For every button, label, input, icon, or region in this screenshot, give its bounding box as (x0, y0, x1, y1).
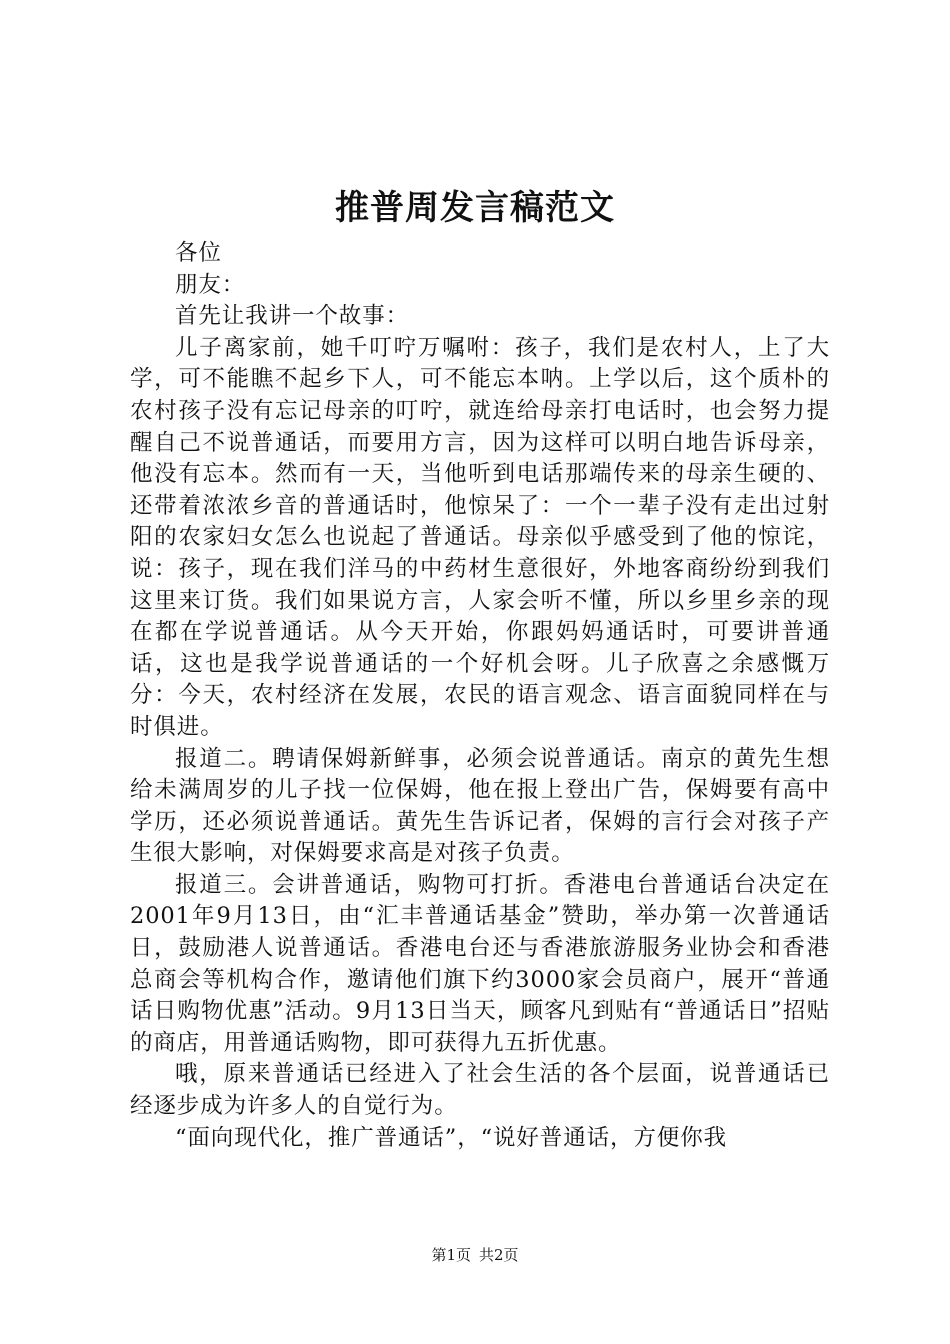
document-body (130, 238, 830, 1154)
page-footer (0, 1243, 950, 1267)
paragraph-story: 儿子离家前，她千叮咛万嘱咐：孩子，我们是农村人，上了大学，可不能瞧不起乡下人，可不能忘本呐。上学以后，这个质朴的农村孩子没有忘记母亲的叮咛，就连给母亲打电话时，也会努力提醒自己不说普通话，而要用方言，因为这样可以明白地告诉母亲，他没有忘本。然而有一天，当他听到电话那端传来的母亲生硬的、还带着浓浓乡音的普通话时，他惊呆了：一个一辈子没有走出过射阳的农家妇女怎么也说起了普通话。母亲似乎感受到了他的惊诧，说：孩子，现在我们洋马的中药材生意很好，外地客商纷纷到我们这里来订货。我们如果说方言，人家会听不懂，所以乡里乡亲的现在都在学说普通话。从今天开始，你跟妈妈通话时，可要讲普通话，这也是我学说普通话的一个好机会呀。儿子欣喜之余感慨万分：今天，农村经济在发展，农民的语言观念、语言面貌同样在与时俱进。 (130, 334, 830, 740)
page-number: 第1页 (431, 1246, 471, 1264)
paragraph-slogans: “面向现代化，推广普通话”，“说好普通话，方便你我 (175, 1124, 728, 1151)
paragraph-report-3: 报道三。会讲普通话，购物可打折。香港电台普通话台决定在2001年9月13日，由“汇丰普通话基金”赞助，举办第一次普通话日，鼓励港人说普通话。香港电台还与香港旅游服务业协会和香港总商会等机构合作，邀请他们旗下约3000家会员商户，展开“普通话日购物优惠”活动。9月13日当天，顾客凡到贴有“普通话日”招贴的商店，用普通话购物，即可获得九五折优惠。 (130, 871, 830, 1056)
paragraph-report-2: 报道二。聘请保姆新鲜事，必须会说普通话。南京的黄先生想给未满周岁的儿子找一位保姆，他在报上登出广告，保姆要有高中学历，还必须说普通话。黄先生告诉记者，保姆的言行会对孩子产生很大影响，对保姆要求高是对孩子负责。 (130, 745, 830, 867)
paragraph-greeting-1: 各位 (175, 240, 222, 266)
paragraph-reflection: 哦，原来普通话已经进入了社会生活的各个层面，说普通话已经逐步成为许多人的自觉行为。 (130, 1061, 830, 1120)
document-title: 推普周发言稿范文 (335, 188, 615, 228)
paragraph-intro: 首先让我讲一个故事： (175, 303, 410, 330)
page-total: 共2页 (479, 1246, 519, 1264)
paragraph-greeting-2: 朋友： (175, 271, 246, 298)
